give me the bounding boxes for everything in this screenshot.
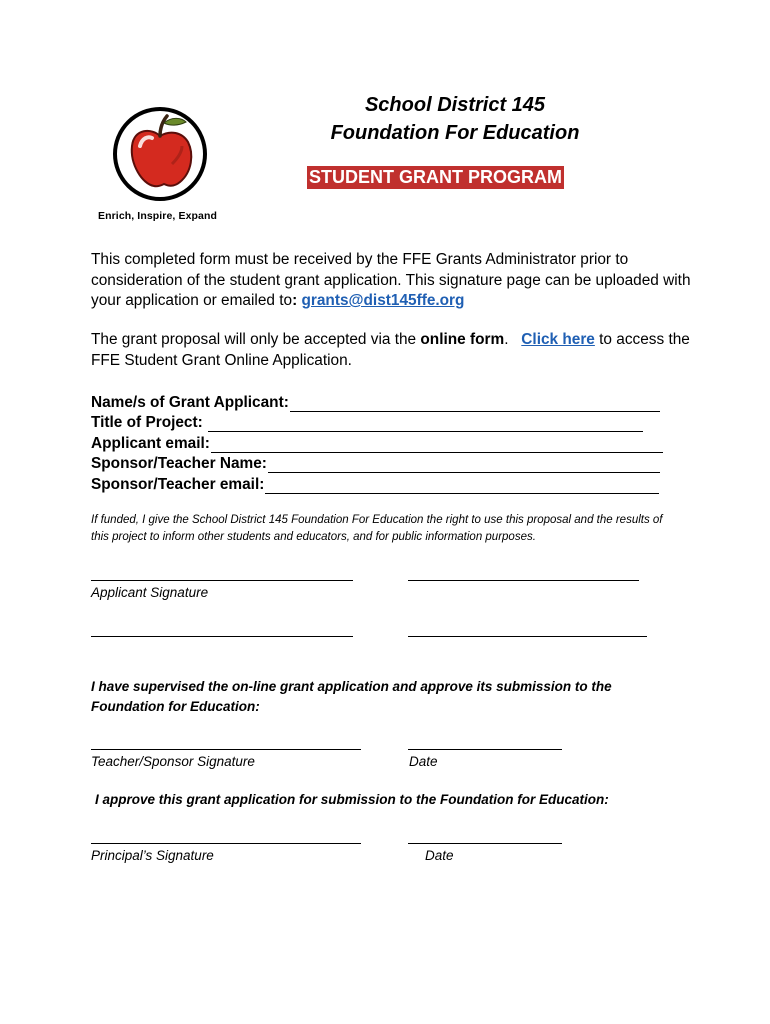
apple-icon bbox=[112, 106, 212, 206]
field-underline[interactable] bbox=[208, 416, 643, 432]
online-text-before: The grant proposal will only be accepted via the bbox=[91, 331, 421, 348]
principal-date-label: Date bbox=[425, 848, 454, 863]
field-label: Sponsor/Teacher email: bbox=[91, 475, 265, 493]
teacher-date-line[interactable] bbox=[408, 749, 562, 750]
intro-paragraph bbox=[91, 250, 691, 312]
consent-statement: If funded, I give the School District 145 Foundation For Education the right to use this proposal and the results of this project to inform other students and educators, and for public information purposes. bbox=[91, 514, 663, 543]
principal-signature-line[interactable] bbox=[91, 843, 361, 844]
field-project-title[interactable] bbox=[91, 412, 671, 433]
teacher-signature-label: Teacher/Sponsor Signature bbox=[91, 754, 255, 769]
org-name: School District 145 bbox=[364, 94, 546, 116]
teacher-date-label: Date bbox=[409, 754, 438, 769]
applicant-signature-label: Applicant Signature bbox=[91, 585, 209, 600]
applicant-signature-line[interactable] bbox=[91, 580, 353, 581]
intro-colon: : bbox=[292, 292, 298, 309]
online-form-paragraph bbox=[91, 330, 691, 371]
intro-text: This completed form must be received by the FFE Grants Administrator prior to consideration of the student grant application. This signature page can be uploaded with your application or emailed to bbox=[91, 251, 691, 309]
field-underline[interactable] bbox=[211, 437, 663, 453]
field-applicant-email[interactable] bbox=[91, 432, 671, 453]
field-label: Applicant email: bbox=[91, 434, 210, 452]
email-link[interactable]: grants@dist145ffe.org bbox=[301, 292, 465, 309]
org-subtitle: Foundation For Education bbox=[330, 122, 580, 144]
applicant-fields bbox=[91, 391, 671, 494]
field-label: Name/s of Grant Applicant: bbox=[91, 393, 289, 411]
field-underline[interactable] bbox=[290, 396, 660, 412]
field-sponsor-name[interactable] bbox=[91, 453, 671, 474]
principal-statement: I approve this grant application for submission to the Foundation for Education: bbox=[95, 792, 609, 807]
supervise-statement: I have supervised the on-line grant application and approve its submission to the Foundation for Education: bbox=[91, 679, 612, 714]
online-text-after: to access the FFE Student Grant Online Application. bbox=[91, 331, 690, 369]
online-form-bold: online form bbox=[420, 331, 505, 348]
teacher-signature-line[interactable] bbox=[91, 749, 361, 750]
principal-signature-label: Principal’s Signature bbox=[91, 848, 214, 863]
online-text-mid: . bbox=[504, 331, 522, 348]
principal-date-line[interactable] bbox=[408, 843, 562, 844]
field-label: Title of Project: bbox=[91, 414, 208, 431]
field-sponsor-email[interactable] bbox=[91, 473, 671, 494]
foundation-logo bbox=[92, 106, 242, 226]
second-signature-line[interactable] bbox=[91, 636, 353, 637]
second-date-line[interactable] bbox=[408, 636, 647, 637]
program-banner: STUDENT GRANT PROGRAM bbox=[309, 167, 562, 187]
logo-tagline: Enrich, Inspire, Expand bbox=[98, 210, 217, 222]
field-underline[interactable] bbox=[268, 457, 660, 473]
field-underline[interactable] bbox=[265, 478, 659, 494]
applicant-date-line[interactable] bbox=[408, 580, 639, 581]
click-here-link[interactable]: Click here bbox=[521, 331, 595, 348]
field-applicant-names[interactable] bbox=[91, 391, 671, 412]
field-label: Sponsor/Teacher Name: bbox=[91, 455, 267, 472]
